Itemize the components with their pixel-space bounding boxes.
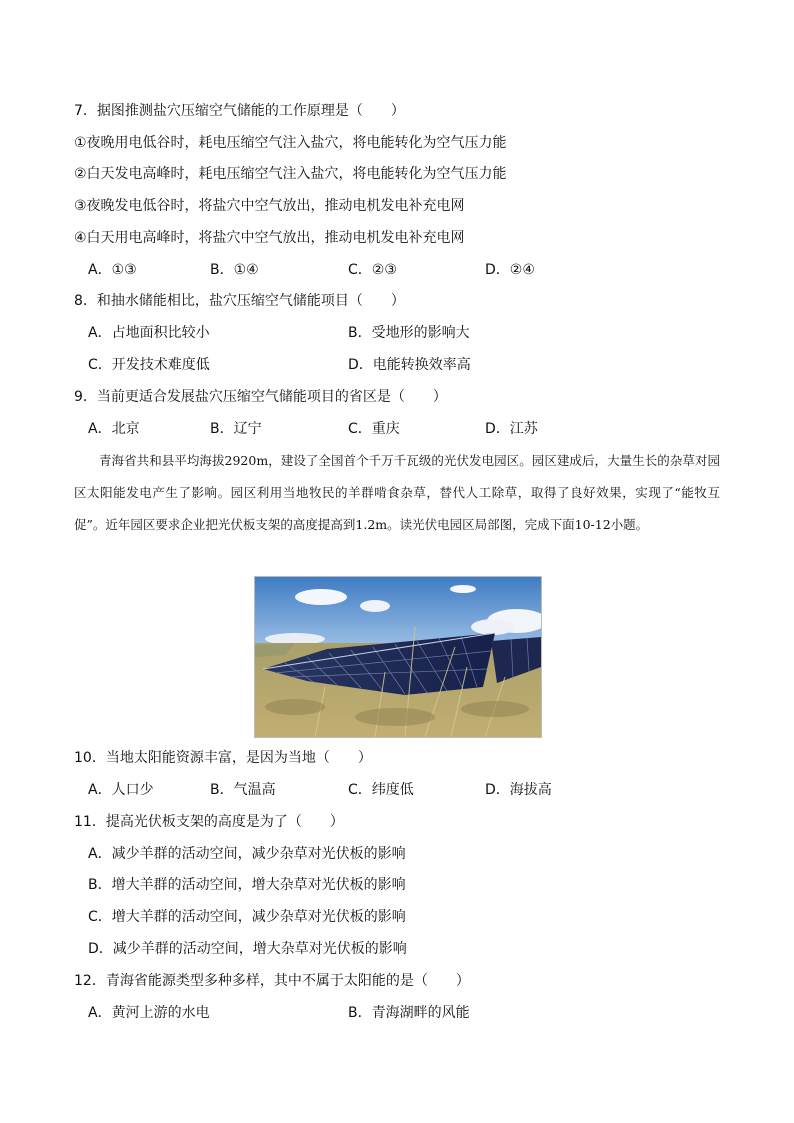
q9-option-a: A．北京 (88, 421, 140, 437)
q7-option-a: A．①③ (88, 262, 137, 278)
q9-stem: 9．当前更适合发展盐穴压缩空气储能项目的省区是（ ） (74, 389, 447, 405)
q8-option-a: A．占地面积比较小 (88, 325, 210, 341)
q7-statement-4: ④白天用电高峰时，将盐穴中空气放出，推动电机发电补充电网 (74, 230, 465, 246)
q8-option-c: C．开发技术难度低 (88, 357, 210, 373)
solar-panel-photo (254, 576, 542, 738)
q8-option-d: D．电能转换效率高 (348, 357, 471, 373)
q10-option-a: A．人口少 (88, 782, 154, 798)
q12-option-b: B．青海湖畔的风能 (348, 1005, 470, 1021)
q7-option-c: C．②③ (348, 262, 397, 278)
q10-stem: 10．当地太阳能资源丰富，是因为当地（ ） (74, 750, 372, 766)
q7-statement-2: ②白天发电高峰时，耗电压缩空气注入盐穴，将电能转化为空气压力能 (74, 166, 507, 182)
q8-stem: 8．和抽水储能相比，盐穴压缩空气储能项目（ ） (74, 293, 405, 309)
q10-option-d: D．海拔高 (485, 782, 552, 798)
q9-option-c: C．重庆 (348, 421, 400, 437)
q11-stem: 11．提高光伏板支架的高度是为了（ ） (74, 814, 344, 830)
q9-option-d: D．江苏 (485, 421, 538, 437)
q12-stem: 12．青海省能源类型多种多样，其中不属于太阳能的是（ ） (74, 973, 470, 989)
q11-option-c: C．增大羊群的活动空间，减少杂草对光伏板的影响 (88, 909, 406, 925)
q11-option-a: A．减少羊群的活动空间，减少杂草对光伏板的影响 (88, 846, 406, 862)
q10-option-c: C．纬度低 (348, 782, 414, 798)
q12-option-a: A．黄河上游的水电 (88, 1005, 210, 1021)
q8-option-b: B．受地形的影响大 (348, 325, 470, 341)
q11-option-d: D．减少羊群的活动空间，增大杂草对光伏板的影响 (88, 941, 407, 957)
q7-statement-1: ①夜晚用电低谷时，耗电压缩空气注入盐穴，将电能转化为空气压力能 (74, 135, 507, 151)
q7-option-b: B．①④ (210, 262, 259, 278)
q7-option-d: D．②④ (485, 262, 535, 278)
passage-text: 青海省共和县平均海拔2920m，建设了全国首个千万千瓦级的光伏发电园区。园区建成后，大量生长的杂草对园区太阳能发电产生了影响。园区利用当地牧民的羊群啃食杂草，替代人工除草，取得了良好效果，实现了“能牧互促”。近年园区要求企业把光伏板支架的高度提高到1.2m。读光伏电园区局部图，完成下面10-12小题。 (74, 453, 720, 532)
q7-statement-3: ③夜晚发电低谷时，将盐穴中空气放出，推动电机发电补充电网 (74, 198, 465, 214)
q10-option-b: B．气温高 (210, 782, 276, 798)
q7-stem: 7．据图推测盐穴压缩空气储能的工作原理是（ ） (74, 103, 405, 119)
q9-option-b: B．辽宁 (210, 421, 262, 437)
q11-option-b: B．增大羊群的活动空间，增大杂草对光伏板的影响 (88, 877, 406, 893)
